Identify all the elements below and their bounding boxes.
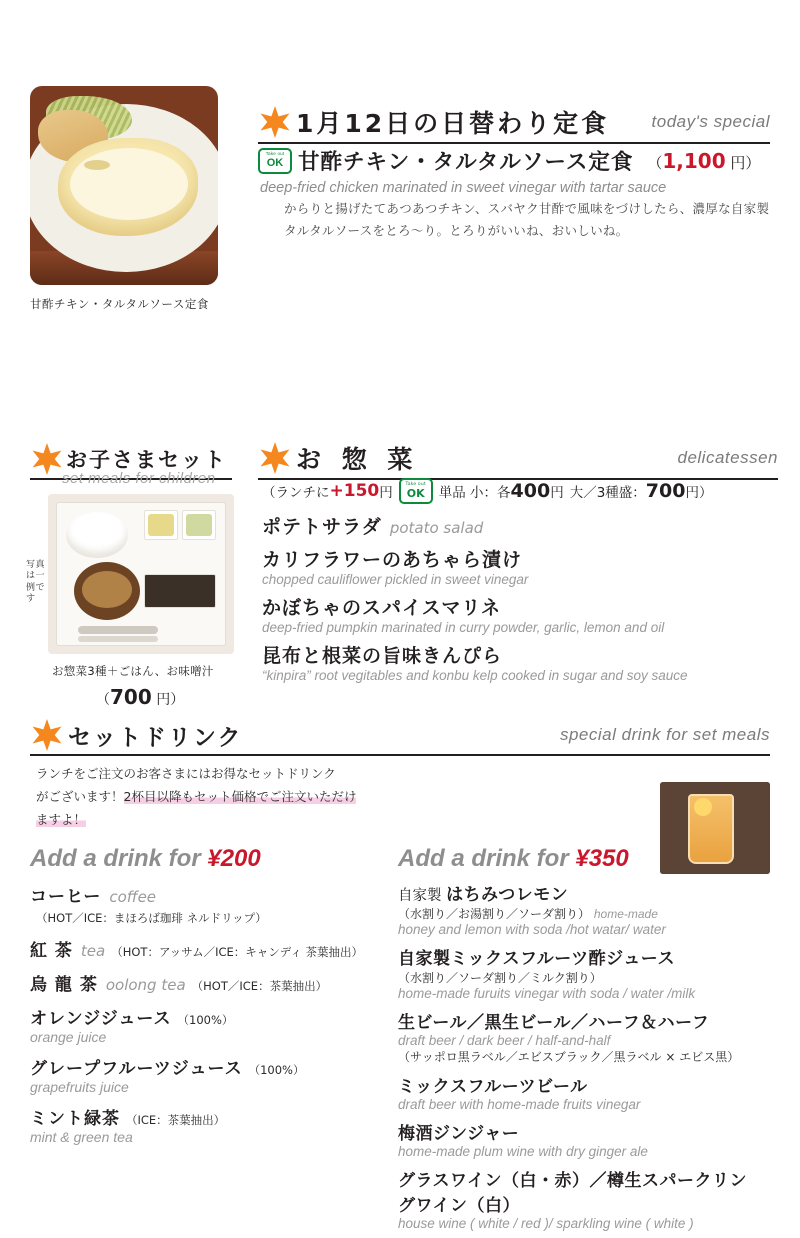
add-drink-200-title: Add a drink for ¥200 bbox=[30, 845, 261, 872]
drink-name: 自家製ミックスフルーツ酢ジュース bbox=[398, 949, 675, 969]
deli-price-yen-3: 円） bbox=[685, 485, 713, 501]
item-name: 甘酢チキン・タルタルソース定食 bbox=[298, 150, 634, 175]
drink-name-en: tea bbox=[80, 942, 106, 960]
star-icon bbox=[258, 441, 292, 475]
drink-name-en: grapefruits juice bbox=[30, 1079, 129, 1095]
drink-name: ミント緑茶 bbox=[30, 1109, 120, 1129]
drink-note: （水割り／ソーダ割り／ミルク割り） bbox=[398, 971, 602, 985]
deli-price-large: 700 bbox=[645, 480, 686, 502]
drink-name-en: home-made plum wine with dry ginger ale bbox=[398, 1144, 648, 1159]
drink-note-en: home-made bbox=[593, 907, 658, 921]
deli-price-yen-2: 円 bbox=[550, 485, 564, 501]
drink-name: コーヒー bbox=[30, 887, 102, 907]
drink-note: （HOT：アッサム／ICE：キャンディ 茶葉抽出） bbox=[111, 945, 363, 959]
deli-price-plus: +150 bbox=[329, 481, 380, 501]
drink-name: オレンジジュース bbox=[30, 1009, 172, 1029]
set-drink-note bbox=[36, 762, 386, 831]
drink-note: （HOT／ICE：茶葉抽出） bbox=[191, 979, 328, 993]
drink-name-en: mint & green tea bbox=[30, 1129, 133, 1145]
section-title-set-drink: セットドリンク bbox=[68, 724, 243, 751]
drink-name-en: draft beer with home-made fruits vinegar bbox=[398, 1097, 641, 1112]
deli-item-desc: chopped cauliflower pickled in sweet vinegar bbox=[262, 572, 529, 587]
todays-special-header bbox=[258, 104, 770, 144]
children-set-photo bbox=[48, 494, 234, 654]
deli-item-desc: deep-fried pumpkin marinated in curry powder, garlic, lemon and oil bbox=[262, 620, 665, 635]
star-icon bbox=[30, 442, 64, 476]
drink-name: ミックスフルーツビール bbox=[398, 1077, 588, 1097]
section-title-todays-special: 1月12日の日替わり定食 bbox=[296, 109, 610, 138]
drink-name: 紅 茶 bbox=[30, 941, 73, 961]
section-title-delicatessen: お 惣 菜 bbox=[296, 445, 419, 474]
drink-name: 生ビール／黒生ビール／ハーフ＆ハーフ bbox=[398, 1013, 710, 1033]
drink-name-en: orange juice bbox=[30, 1029, 107, 1045]
list-item bbox=[262, 545, 792, 587]
list-item bbox=[398, 1166, 758, 1231]
item-description: からりと揚げたてあつあつチキン、スバヤク甘酢で風味をづけしたら、濃厚な自家製タルタルソースをとろ～り。とろりがいいね、おいしいね。 bbox=[284, 201, 770, 238]
section-subtitle-set-drink: special drink for set meals bbox=[559, 725, 770, 744]
deli-item-name: カリフラワーのあちゃら漬け bbox=[262, 549, 523, 571]
drink-note: （HOT／ICE：まほろば珈琲 ネルドリップ） bbox=[36, 911, 267, 925]
drink-list-200 bbox=[30, 882, 390, 1154]
deli-item-name: ポテトサラダ bbox=[262, 516, 382, 538]
delicatessen-header bbox=[258, 440, 778, 480]
drink-prefix: 自家製 bbox=[398, 888, 447, 904]
deli-item-name: かぼちゃのスパイスマリネ bbox=[262, 597, 502, 619]
set-drink-header bbox=[30, 718, 770, 756]
delicatessen-price-line bbox=[262, 478, 782, 504]
list-item bbox=[30, 882, 390, 927]
item-name-en: deep-fried chicken marinated in sweet vinegar with tartar sauce bbox=[260, 180, 667, 196]
drink-name-en: honey and lemon with soda /hot watar/ water bbox=[398, 922, 666, 937]
star-icon bbox=[258, 105, 292, 139]
drink-name-en: home-made furuits vinegar with soda / water /milk bbox=[398, 986, 696, 1001]
drink-note: （100%） bbox=[248, 1063, 305, 1077]
drink-name: 烏 龍 茶 bbox=[30, 975, 98, 995]
children-set-price: （700 円） bbox=[96, 685, 185, 709]
star-icon bbox=[30, 718, 64, 752]
add-drink-350-title: Add a drink for ¥350 bbox=[398, 845, 629, 872]
deli-price-prefix: （ランチに bbox=[262, 485, 330, 501]
delicatessen-list bbox=[262, 508, 792, 689]
list-item bbox=[398, 1008, 758, 1065]
drink-name-en: house wine ( white / red )/ sparkling wine ( white ) bbox=[398, 1216, 694, 1231]
drink-name: 梅酒ジンジャー bbox=[398, 1124, 520, 1144]
list-item bbox=[30, 1104, 390, 1145]
drink-note: （サッポロ黒ラベル／エビスブラック／黒ラベル × エビス黒） bbox=[398, 1050, 740, 1064]
list-item bbox=[262, 641, 792, 683]
list-item bbox=[398, 1119, 758, 1159]
drink-note: （水割り／お湯割り／ソーダ割り） bbox=[398, 907, 591, 921]
list-item bbox=[30, 936, 390, 961]
drink-name: グレープフルーツジュース bbox=[30, 1059, 243, 1079]
deli-item-name: 昆布と根菜の旨味きんぴら bbox=[262, 645, 503, 667]
list-item bbox=[262, 593, 792, 635]
list-item bbox=[30, 1054, 390, 1095]
section-title-children: お子さまセット bbox=[66, 448, 227, 472]
drink-list-350 bbox=[398, 880, 758, 1238]
section-subtitle-todays-special: today's special bbox=[651, 112, 770, 131]
todays-special-photo bbox=[30, 86, 218, 285]
deli-price-small: 400 bbox=[510, 480, 551, 502]
set-drink-note-line2: がございます！ bbox=[36, 789, 124, 805]
set-drink-note-line1: ランチをご注文のお客さまにはお得なセットドリンク bbox=[36, 766, 336, 781]
list-item bbox=[30, 1004, 390, 1045]
drink-name: はちみつレモン bbox=[446, 885, 569, 905]
drink-name: グラスワイン（白・赤）／樽生スパークリングワイン（白） bbox=[398, 1171, 747, 1216]
drink-name-en: draft beer / dark beer / half-and-half bbox=[398, 1033, 611, 1048]
list-item bbox=[398, 880, 758, 937]
deli-price-yen-1: 円 bbox=[379, 485, 393, 501]
children-photo-note: 写真は一例です bbox=[26, 560, 46, 604]
list-item bbox=[398, 944, 758, 1001]
list-item bbox=[30, 970, 390, 995]
list-item bbox=[398, 1072, 758, 1112]
drink-note: （ICE：茶葉抽出） bbox=[126, 1113, 226, 1127]
drink-note: （100%） bbox=[177, 1013, 234, 1027]
section-subtitle-children: set meals for children bbox=[62, 470, 216, 487]
todays-special-photo-caption: 甘酢チキン・タルタルソース定食 bbox=[30, 297, 209, 311]
children-set-caption: お惣菜3種＋ごはん、お味噌汁 bbox=[52, 664, 214, 678]
list-item bbox=[262, 512, 792, 539]
drink-name-en: coffee bbox=[109, 888, 157, 906]
set-drink-note-highlight1: 2杯目以降もセット価格でご注文いただけ bbox=[123, 789, 357, 805]
drink-photo bbox=[660, 782, 770, 874]
deli-price-large-label: 大／3種盛： bbox=[569, 485, 646, 501]
deli-price-small-label: 単品 小：各 bbox=[438, 485, 511, 501]
set-drink-note-highlight2: ますよ！ bbox=[36, 812, 87, 828]
todays-special-item bbox=[258, 145, 778, 242]
deli-item-desc: “kinpira” root vegitables and konbu kelp cooked in sugar and soy sauce bbox=[262, 668, 688, 683]
section-subtitle-delicatessen: delicatessen bbox=[677, 448, 778, 467]
drink-name-en: oolong tea bbox=[105, 976, 186, 994]
take-out-ok-icon: Take out OK bbox=[399, 478, 433, 504]
item-price: （1,100 円） bbox=[647, 148, 761, 173]
deli-item-name-en: potato salad bbox=[389, 519, 484, 537]
take-out-ok-icon: Take out OK bbox=[258, 148, 292, 174]
